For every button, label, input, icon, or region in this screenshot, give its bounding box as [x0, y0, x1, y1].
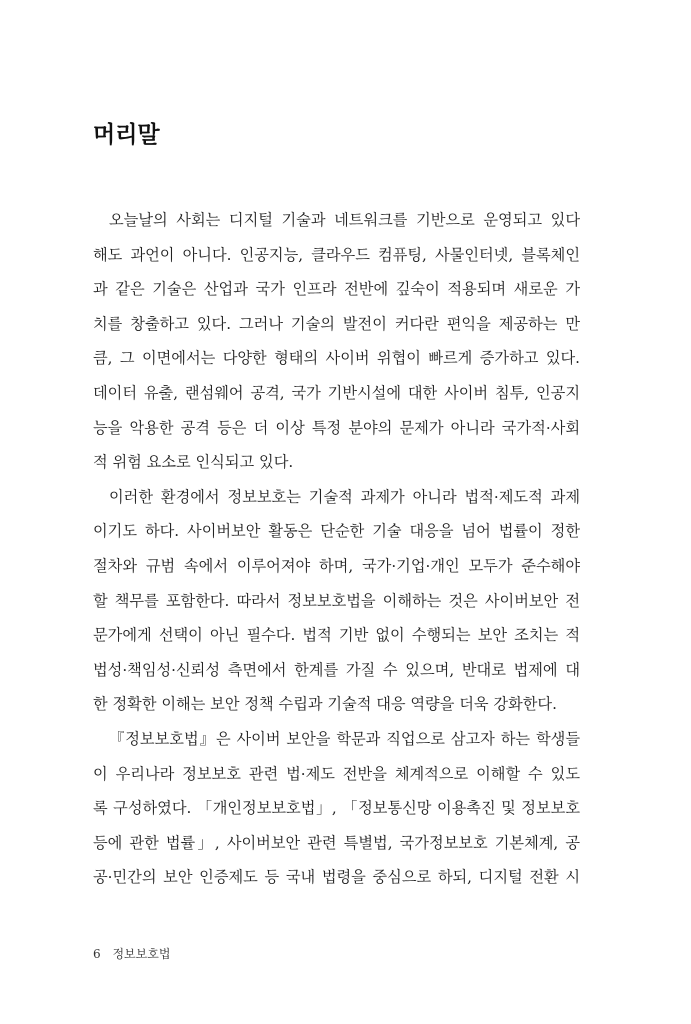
- text-line: 문가에게 선택이 아닌 필수다. 법적 기반 없이 수행되는 보안 조치는 적: [93, 626, 580, 645]
- page-title: 머리말: [93, 122, 160, 148]
- text-line: 공·민간의 보안 인증제도 등 국내 법령을 중심으로 하되, 디지털 전환 시: [93, 868, 580, 887]
- text-line: 절차와 규범 속에서 이루어져야 하며, 국가·기업·개인 모두가 준수해야: [93, 556, 580, 575]
- text-line: 치를 창출하고 있다. 그러나 기술의 발전이 커다란 편익을 제공하는 만: [93, 314, 580, 333]
- page-footer: [93, 945, 170, 962]
- text-line: 이 우리나라 정보보호 관련 법·제도 전반을 체계적으로 이해할 수 있도: [93, 764, 580, 783]
- text-line: 오늘날의 사회는 디지털 기술과 네트워크를 기반으로 운영되고 있다: [109, 211, 580, 229]
- running-title: 정보보호법: [112, 947, 171, 961]
- text-line: 큼, 그 이면에서는 다양한 형태의 사이버 위협이 빠르게 증가하고 있다.: [93, 349, 580, 368]
- text-line: 이기도 하다. 사이버보안 활동은 단순한 기술 대응을 넘어 법률이 정한: [93, 522, 580, 541]
- text-line: 이러한 환경에서 정보보호는 기술적 과제가 아니라 법적·제도적 과제: [109, 487, 580, 506]
- text-line: 법성·책임성·신뢰성 측면에서 한계를 가질 수 있으며, 반대로 법제에 대: [93, 660, 580, 679]
- text-line: 데이터 유출, 랜섬웨어 공격, 국가 기반시설에 대한 사이버 침투, 인공지: [93, 383, 580, 402]
- text-line: 해도 과언이 아니다. 인공지능, 클라우드 컴퓨팅, 사물인터넷, 블록체인: [93, 245, 580, 264]
- text-line: 할 책무를 포함한다. 따라서 정보보호법을 이해하는 것은 사이버보안 전: [93, 591, 580, 610]
- text-line: 능을 악용한 공격 등은 더 이상 특정 분야의 문제가 아니라 국가적·사회: [93, 418, 580, 437]
- preface-body: [93, 203, 580, 895]
- text-line: 『정보보호법』은 사이버 보안을 학문과 직업으로 삼고자 하는 학생들: [109, 729, 580, 748]
- text-line: 한 정확한 이해는 보안 정책 수립과 기술적 대응 역량을 더욱 강화한다.: [93, 695, 557, 714]
- text-line: 록 구성하였다. 「개인정보보호법」, 「정보통신망 이용촉진 및 정보보호: [93, 799, 580, 818]
- page-number: 6: [93, 947, 101, 961]
- text-line: 과 같은 기술은 산업과 국가 인프라 전반에 깊숙이 적용되며 새로운 가: [93, 280, 580, 299]
- text-line: 등에 관한 법률」, 사이버보안 관련 특별법, 국가정보보호 기본체계, 공: [93, 833, 580, 852]
- text-line: 적 위험 요소로 인식되고 있다.: [93, 453, 294, 472]
